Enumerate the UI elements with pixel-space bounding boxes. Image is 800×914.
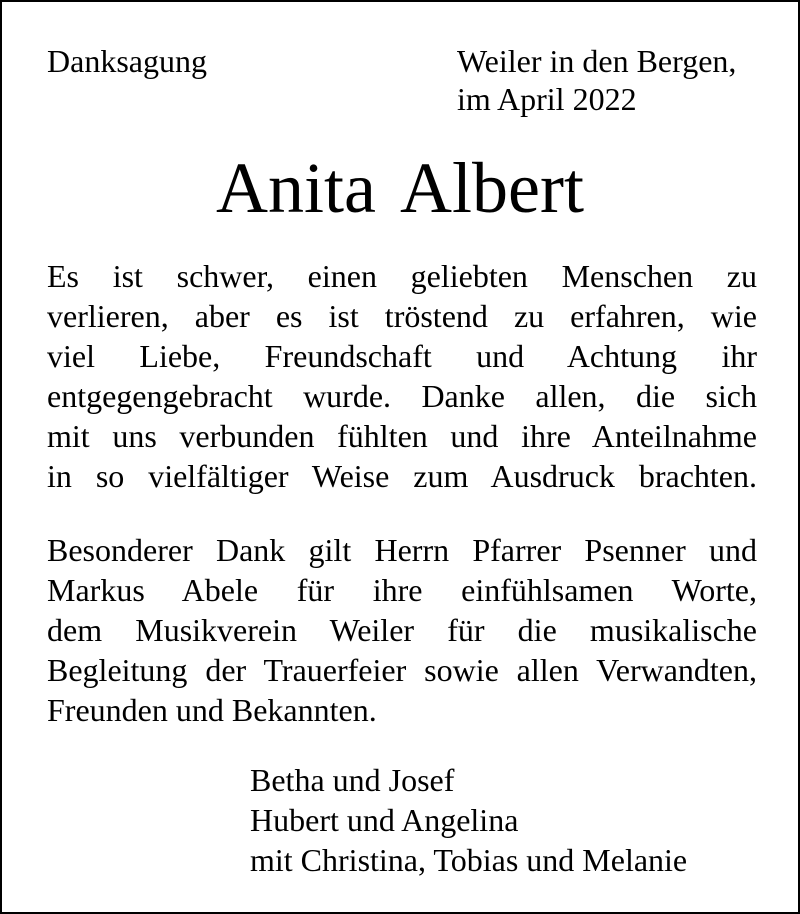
text-line: in so vielfältiger Weise zum Ausdruck brachten. [47,458,757,494]
text-line: Besonderer Dank gilt Herrn Pfarrer Psenner und [47,532,757,568]
date-line: im April 2022 [457,81,637,117]
text-line: Begleitung der Trauerfeier sowie allen Verwandten, [47,652,757,688]
thanks-paragraph-2 [47,530,757,730]
thanks-paragraph-1 [47,256,757,496]
text-line: viel Liebe, Freundschaft und Achtung ihr [47,338,757,374]
signature-line: Hubert und Angelina [250,802,519,838]
notice-type-label: Danksagung [47,43,207,79]
deceased-name: Anita Albert [216,148,584,228]
text-line: entgegengebracht wurde. Danke allen, die sich [47,378,757,414]
place-line: Weiler in den Bergen, [457,43,737,79]
text-line: Markus Abele für ihre einfühlsamen Worte, [47,572,757,608]
text-line: verlieren, aber es ist tröstend zu erfahren, wie [47,298,757,334]
text-line: mit uns verbunden fühlten und ihre Anteilnahme [47,418,757,454]
signature-line: mit Christina, Tobias und Melanie [250,842,688,878]
signature-block [250,760,687,880]
signature-line: Betha und Josef [250,762,455,798]
text-line: dem Musikverein Weiler für die musikalische [47,612,757,648]
text-line: Freunden und Bekannten. [47,692,377,728]
place-and-date [457,42,736,118]
text-line: Es ist schwer, einen geliebten Menschen zu [47,258,757,294]
